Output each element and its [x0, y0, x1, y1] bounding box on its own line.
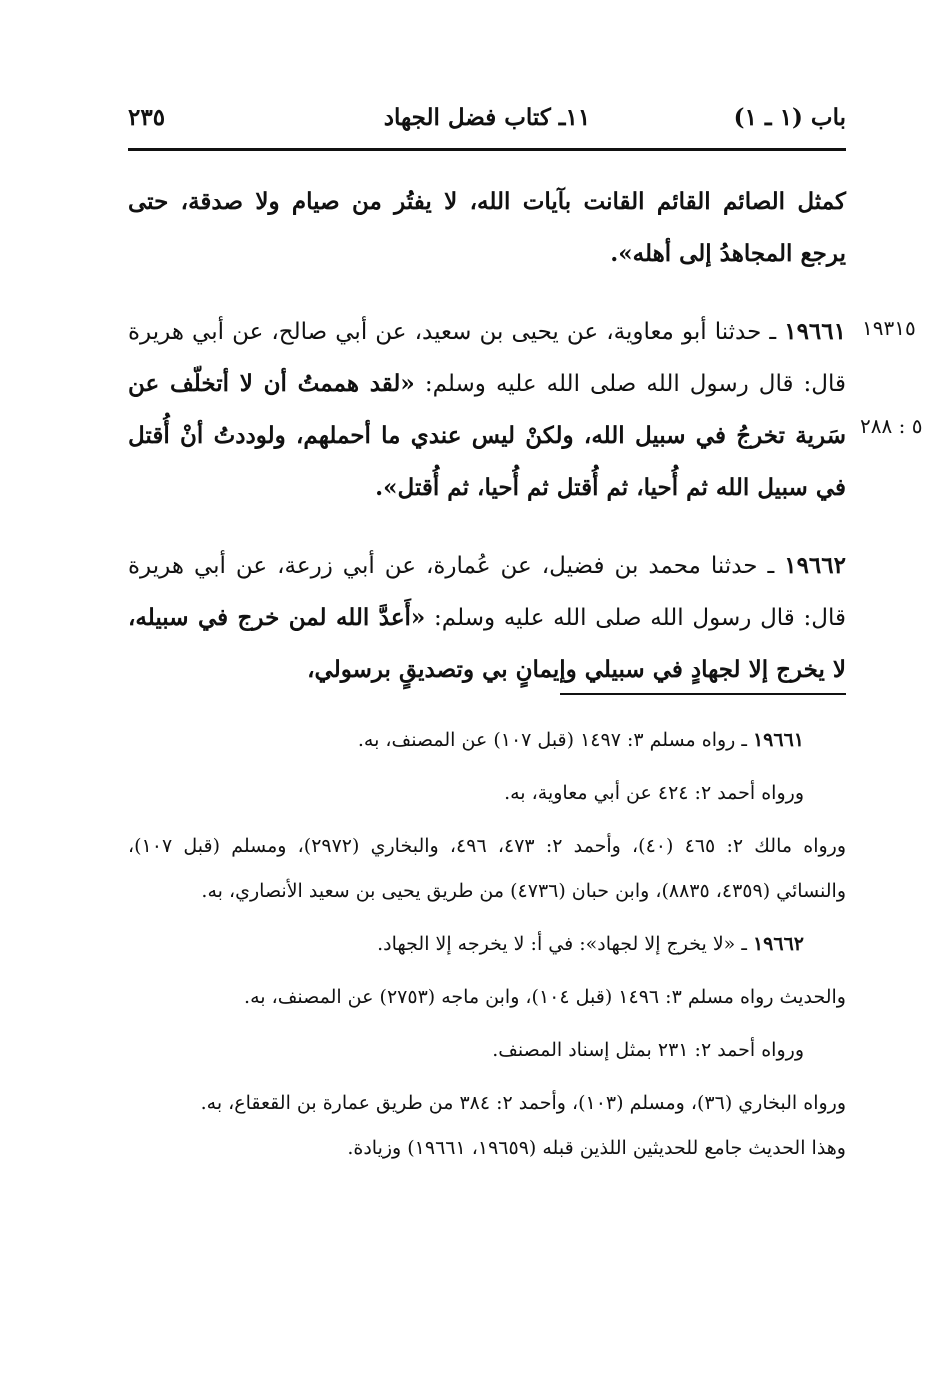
hadith-number: ١٩٦٦٢ [784, 552, 846, 579]
margin-reference-1: ١٩٣١٥ [862, 316, 916, 340]
footnote-text: والحديث رواه مسلم ٣: ١٤٩٦ (قبل ١٠٤)، وابن ماجه (٢٧٥٣) عن المصنف، به. [244, 986, 846, 1008]
hadith-number: ١٩٦٦١ [784, 318, 846, 345]
footnote-text: ورواه مالك ٢: ٤٦٥ (٤٠)، وأحمد ٢: ٤٧٣، ٤٩٦، والبخاري (٢٩٧٢)، ومسلم (قبل ١٠٧)، والنسائي (٤٣٥٩، ٨٨٣٥)، وابن حبان (٤٧٣٦) من طريق يحيى بن سعيد الأنصاري، به. [128, 835, 847, 902]
footnote-text: ورواه أحمد ٢: ٤٢٤ عن أبي معاوية، به. [504, 782, 804, 804]
footnote-text: ورواه البخاري (٣٦)، ومسلم (١٠٣)، وأحمد ٢: ٣٨٤ من طريق عمارة بن القعقاع، به. [200, 1092, 846, 1114]
book-title: ١١ـ كتاب فضل الجهاد [383, 104, 591, 131]
footnote-number: ١٩٦٦٢ [752, 933, 804, 955]
footnote-text: ـ رواه مسلم ٣: ١٤٩٧ (قبل ١٠٧) عن المصنف، به. [357, 729, 753, 751]
chapter-label: باب (١ ـ ١) [733, 104, 846, 131]
margin-reference-2: ٥ : ٢٨٨ [860, 414, 923, 438]
footnote-19661 [128, 718, 846, 763]
header-rule [128, 148, 846, 151]
footnote-line [128, 1081, 846, 1126]
running-header [128, 104, 846, 144]
hadith-quote: «أَعدَّ الله لمن خرج في سبيله، لا يخرج إلا لجهادٍ في سبيلي وإيمانٍ بي وتصديقٍ برسولي، [128, 604, 846, 683]
main-text [128, 176, 846, 696]
page-number: ٢٣٥ [128, 104, 166, 131]
footnote-line [128, 1028, 846, 1073]
footnotes [128, 718, 846, 1171]
hadith-19661 [128, 306, 846, 514]
footnote-line [128, 975, 846, 1020]
hadith-quote: «لقد هممتُ أن لا أتخلّف عن سَرية تخرجُ في سبيل الله، ولكنْ ليس عندي ما أحملهم، ولوددتُ أنْ أُقتل في سبيل الله ثم أُحيا، ثم أُقتل ثم أُحيا، ثم أُقتل». [128, 370, 846, 501]
footnote-number: ١٩٦٦١ [752, 729, 804, 751]
hadith-19662 [128, 540, 846, 696]
footnote-text: وهذا الحديث جامع للحديثين اللذين قبله (١٩٦٥٩، ١٩٦٦١) وزيادة. [347, 1137, 846, 1159]
footnote-rule [560, 693, 846, 695]
hadith-quote: كمثل الصائم القائم القانت بآيات الله، لا يفتُر من صيام ولا صدقة، حتى يرجع المجاهدُ إلى أهله». [128, 188, 846, 267]
paragraph-continuation [128, 176, 846, 280]
footnote-line [128, 1126, 846, 1171]
footnote-line [128, 771, 846, 816]
footnote-19662 [128, 922, 846, 967]
isnad-text: ـ حدثنا محمد بن فضيل، عن عُمارة، عن أبي زرعة، عن أبي هريرة قال: قال رسول الله صلى الله عليه وسلم: [128, 553, 846, 631]
footnote-text: ورواه أحمد ٢: ٢٣١ بمثل إسناد المصنف. [492, 1039, 804, 1061]
isnad-text: ـ حدثنا أبو معاوية، عن يحيى بن سعيد، عن أبي صالح، عن أبي هريرة قال: قال رسول الله صلى الله عليه وسلم: [128, 319, 847, 397]
footnote-line [128, 824, 846, 914]
footnote-text: ـ «لا يخرج إلا لجهاد»: في أ: لا يخرجه إلا الجهاد. [377, 933, 753, 955]
